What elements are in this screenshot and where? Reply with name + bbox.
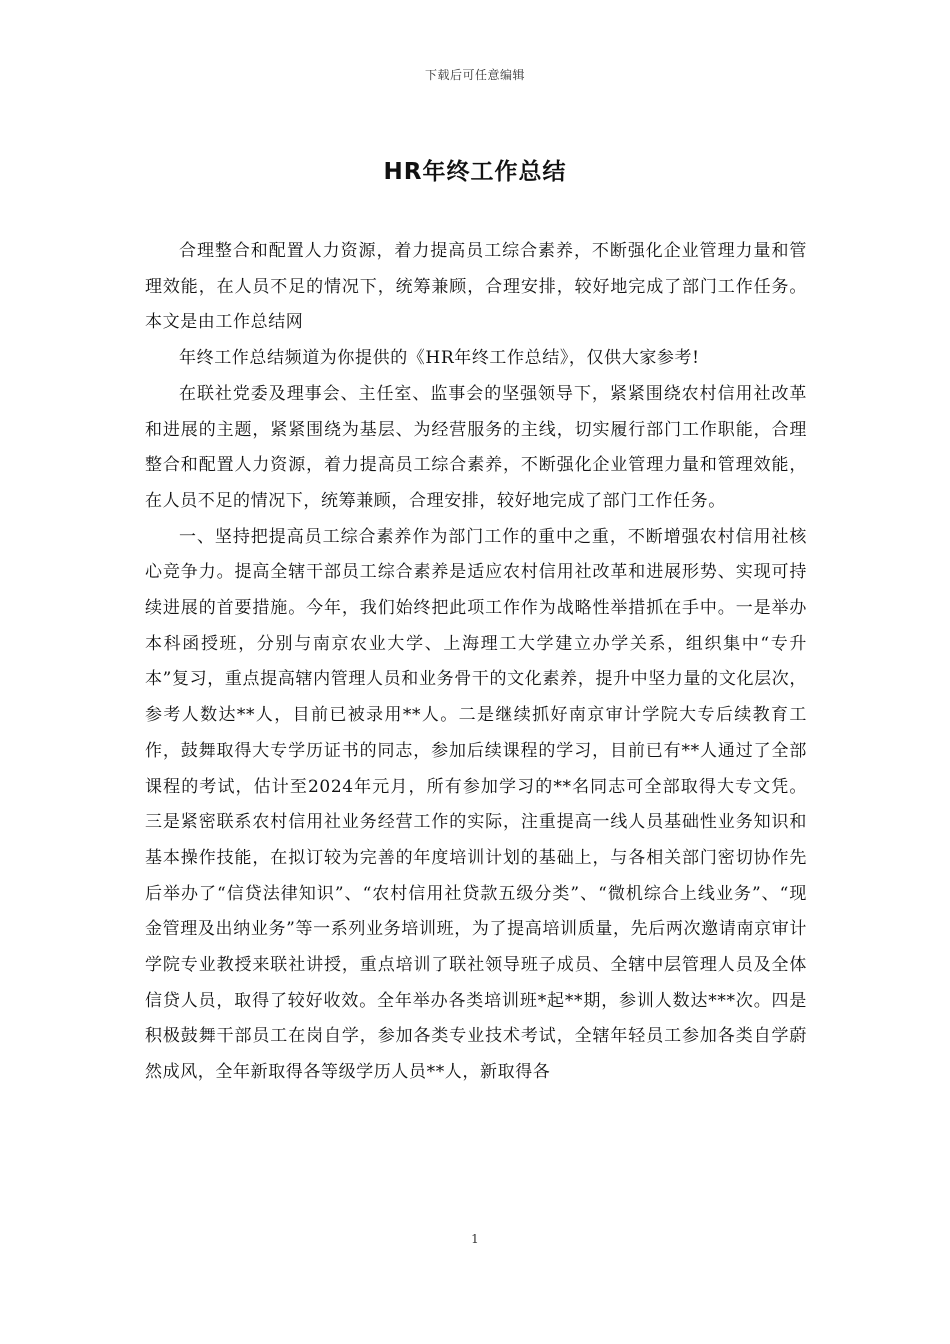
page-number: 1 — [471, 1232, 479, 1246]
paragraph-overview: 在联社党委及理事会、主任室、监事会的坚强领导下，紧紧围绕农村信用社改革和进展的主题，紧紧围绕为基层、为经营服务的主线，切实履行部门工作职能，合理整合和配置人力资源，着力提高员工综合素养，不断强化企业管理力量和管理效能，在人员不足的情况下，统筹兼顾，合理安排，较好地完成了部门工作任务。 — [145, 383, 807, 511]
paragraph-intro-continued: 年终工作总结频道为你提供的《HR年终工作总结》，仅供大家参考! — [179, 348, 700, 369]
document-body — [145, 234, 807, 1091]
paragraph-intro: 合理整合和配置人力资源，着力提高员工综合素养，不断强化企业管理力量和管理效能，在人员不足的情况下，统筹兼顾，合理安排，较好地完成了部门工作任务。本文是由工作总结网 — [145, 241, 807, 333]
paragraph-section-one: 一、坚持把提高员工综合素养作为部门工作的重中之重，不断增强农村信用社核心竞争力。提高全辖干部员工综合素养是适应农村信用社改革和进展形势、实现可持续进展的首要措施。今年，我们始终把此项工作作为战略性举措抓在手中。一是举办本科函授班，分别与南京农业大学、上海理工大学建立办学关系，组织集中“专升本”复习，重点提高辖内管理人员和业务骨干的文化素养，提升中坚力量的文化层次，参考人数达**人，目前已被录用**人。二是继续抓好南京审计学院大专后续教育工作，鼓舞取得大专学历证书的同志，参加后续课程的学习，目前已有**人通过了全部课程的考试，估计至2024年元月，所有参加学习的**名同志可全部取得大专文凭。三是紧密联系农村信用社业务经营工作的实际，注重提高一线人员基础性业务知识和基本操作技能，在拟订较为完善的年度培训计划的基础上，与各相关部门密切协作先后举办了“信贷法律知识”、“农村信用社贷款五级分类”、“微机综合上线业务”、“现金管理及出纳业务”等一系列业务培训班，为了提高培训质量，先后两次邀请南京审计学院专业教授来联社讲授，重点培训了联社领导班子成员、全辖中层管理人员及全体信贷人员，取得了较好收效。全年举办各类培训班*起**期，参训人数达***次。四是积极鼓舞干部员工在岗自学，参加各类专业技术考试，全辖年轻员工参加各类自学蔚然成风，全年新取得各等级学历人员**人，新取得各 — [145, 526, 807, 1083]
header-note: 下载后可任意编辑 — [424, 68, 525, 82]
document-title: HR年终工作总结 — [383, 159, 567, 185]
